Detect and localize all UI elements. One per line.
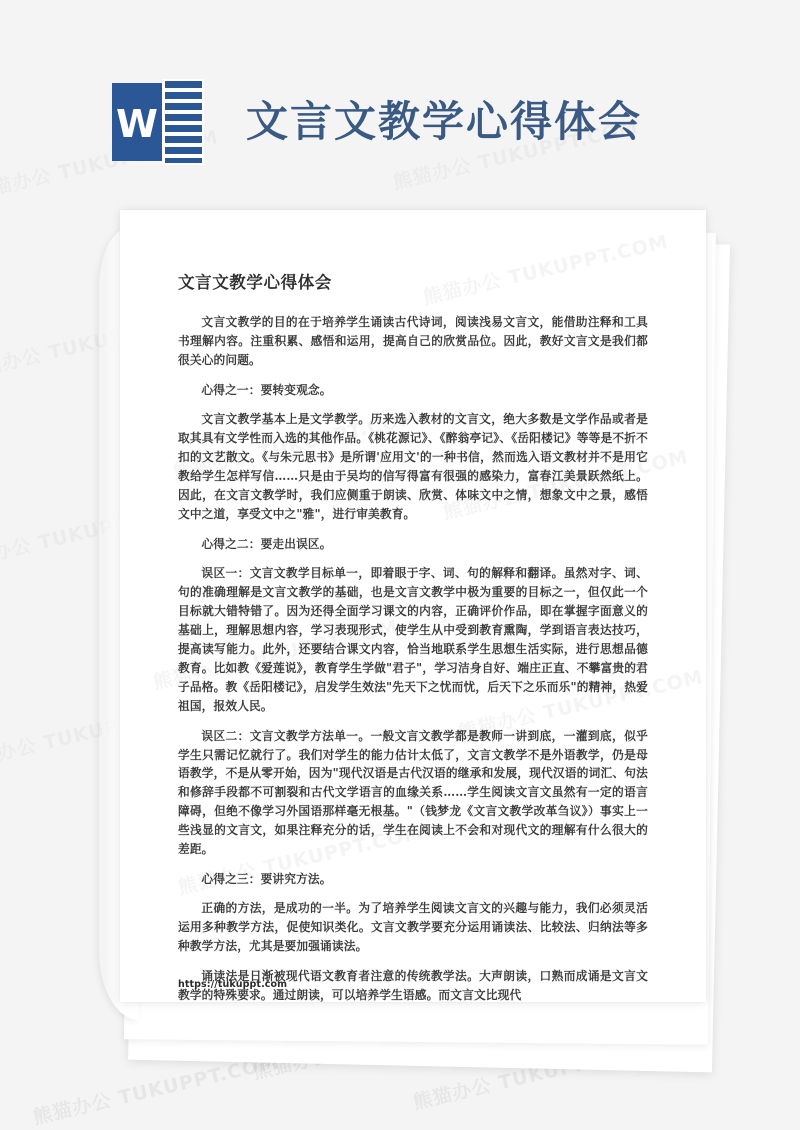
source-url-label: https://tukuppt.com [178, 979, 288, 990]
document-paragraph: 误区一：文言文教学目标单一，即着眼于字、词、句的解释和翻译。虽然对字、词、句的准确理解是文言文教学的基础，也是文言文教学中极为重要的目标之一，但仅此一个目标就大错特错了。因为还得全面学习课文的内容，正确评价作品，即在掌握字面意义的基础上，理解思想内容，学习表现形式，使学生从中受到教育熏陶，学到语言表达技巧，提高读写能力。此外，还要结合课文内容，恰当地联系学生思想生活实际，进行思想品德教育。比如教《爱莲说》，教育学生学做"君子"，学习洁身自好、端庄正直、不攀富贵的君子品格。教《岳阳楼记》，启发学生效法"先天下之忧而忧，后天下之乐而乐"的精神，热爱祖国，报效人民。 [178, 565, 648, 713]
document-paragraph: 心得之三：要讲究方法。 [201, 872, 332, 887]
document-page[interactable] [120, 210, 706, 1002]
document-paragraph: 诵读法是日渐被现代语文教育者注意的传统教学法。大声朗读，口熟而成诵是文言文教学的特殊要求。通过朗读，可以培养学生语感。而文言文比现代 [178, 969, 648, 1002]
document-paragraph: 误区二：文言文教学方法单一。一般文言文教学都是教师一讲到底，一灌到底，似乎学生只需记忆就行了。我们对学生的能力估计太低了，文言文教学不是外语教学，仍是母语教学，不是从零开始，因为"现代汉语是古代汉语的继承和发展，现代汉语的词汇、句法和修辞手段都不可割裂和古代文学语言的血缘关系……学生阅读文言文虽然有一定的语言障碍，但绝不像学习外国语那样毫无根基。"（钱梦龙《文言文教学改革刍议》）事实上一些浅显的文言文，如果注释充分的话，学生在阅读上不会和对现代文的理解有什么很大的差距。 [178, 728, 648, 857]
svg-text:W: W [116, 102, 158, 146]
document-page-content [120, 210, 706, 1002]
document-paragraph: 文言文教学基本上是文学教学。历来选入教材的文言文，绝大多数是文学作品或者是取其具有文学性而入选的其他作品。《桃花源记》、《醉翁亭记》、《岳阳楼记》等等是不折不扣的文艺散文。《与朱元思书》是所谓'应用文'的一种书信，然而选入语文教材并不是用它教给学生怎样写信……只是由于吴均的信写得富有很强的感染力，富春江美景跃然纸上。因此，在文言文教学时，我们应侧重于朗读、欣赏、体味文中之情，想象文中之景，感悟文中之道，享受文中之"雅"，进行审美教育。 [178, 412, 648, 522]
page-title: 文言文教学心得体会 [246, 97, 643, 146]
document-paragraph: 正确的方法，是成功的一半。为了培养学生阅读文言文的兴趣与能力，我们必须灵活运用多种教学方法，促使知识类化。文言文教学要充分运用诵读法、比较法、归纳法等多种教学方法，尤其是要加强诵读法。 [178, 901, 648, 954]
watermark-text: 熊猫办公 TUKUPPT.COM [411, 1036, 661, 1114]
document-paragraph: 心得之一：要转变观念。 [201, 383, 332, 398]
document-paragraph: 心得之二：要走出误区。 [201, 536, 332, 551]
word-document-icon [112, 79, 204, 165]
document-paragraph: 文言文教学的目的在于培养学生诵读古代诗词，阅读浅易文言文，能借助注释和工具书理解内容。注重积累、感悟和运用，提高自己的欣赏品位。因此，教好文言文是我们都很关心的问题。 [178, 315, 648, 368]
watermark-text: 熊猫办公 TUKUPPT.COM [31, 1051, 281, 1129]
document-title: 文言文教学心得体会 [178, 273, 332, 292]
page-header [0, 72, 800, 172]
